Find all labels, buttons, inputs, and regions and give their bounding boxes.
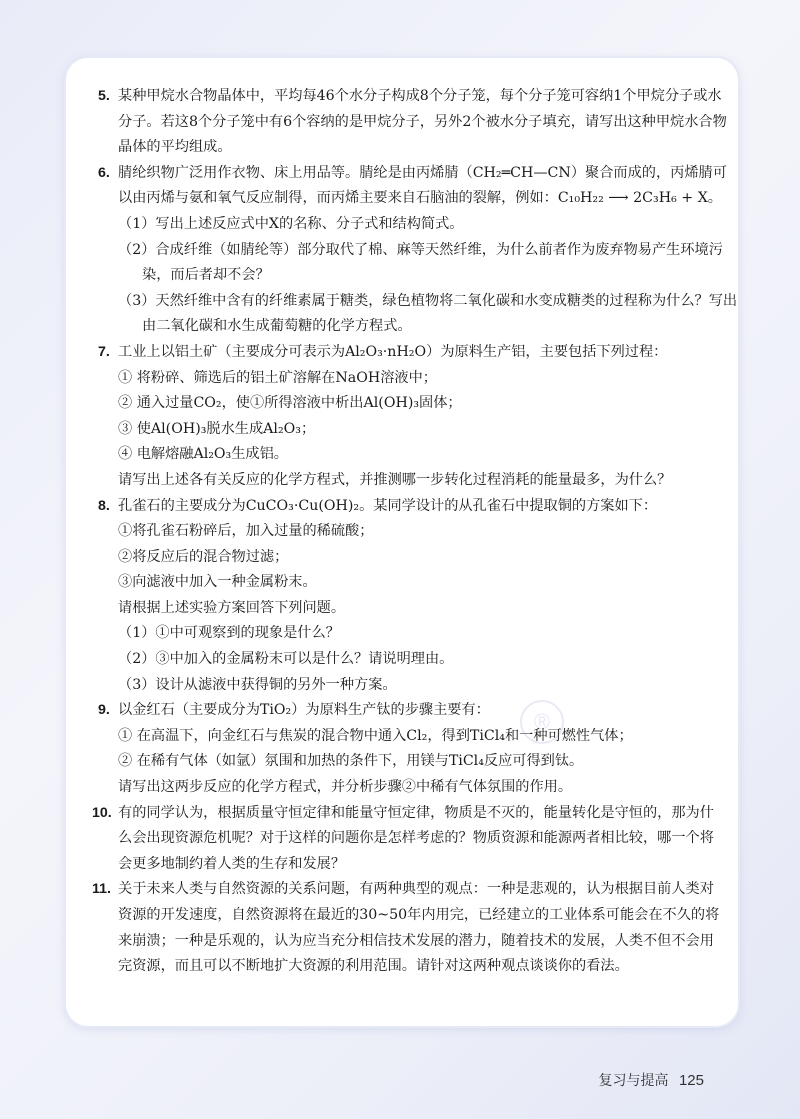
sub-question-continuation: 由二氧化碳和水生成葡萄糖的化学方程式。 [142, 318, 412, 335]
question-text-line: 来崩溃；一种是乐观的，认为应当充分相信技术发展的潜力，随着技术的发展，人类不但不会用 [118, 932, 714, 949]
question-text-line: 以金红石（主要成分为TiO₂）为原料生产钛的步骤主要有： [118, 702, 490, 719]
sub-question: （3）天然纤维中含有的纤维素属于糖类，绿色植物将二氧化碳和水变成糖类的过程称为什么？写出 [118, 292, 738, 309]
question-11 [92, 877, 728, 979]
question-5 [98, 84, 728, 161]
question-text-line: 晶体的平均组成。 [118, 139, 232, 156]
question-step: （2）③中加入的金属粉末可以是什么？请说明理由。 [118, 651, 454, 668]
question-text-line: 完资源，而且可以不断地扩大资源的利用范围。请针对这两种观点谈谈你的看法。 [118, 958, 629, 975]
question-step: ③ 使Al(OH)₃脱水生成Al₂O₃； [118, 420, 316, 437]
question-8 [98, 494, 728, 699]
question-text-line: 资源的开发速度，自然资源将在最近的30~50年内用完，已经建立的工业体系可能会在不久的将 [118, 907, 720, 923]
question-number: 11. [92, 881, 111, 898]
question-step: 请写出上述各有关反应的化学方程式，并推测哪一步转化过程消耗的能量最多，为什么？ [118, 471, 672, 488]
question-10 [92, 801, 728, 878]
question-text-line: 孔雀石的主要成分为CuCO₃·Cu(OH)₂。某同学设计的从孔雀石中提取铜的方案如下： [118, 497, 658, 514]
question-7 [98, 340, 728, 494]
page-footer [599, 1070, 704, 1090]
page-number: 125 [678, 1072, 704, 1089]
question-text-line: 会更多地制约着人类的生存和发展？ [118, 855, 346, 872]
question-number: 10. [92, 804, 112, 821]
question-number: 7. [98, 343, 110, 360]
question-step: ① 在高温下，向金红石与焦炭的混合物中通入Cl₂，得到TiCl₄和一种可燃性气体； [118, 727, 633, 744]
question-step: ① 将粉碎、筛选后的铝土矿溶解在NaOH溶液中； [118, 369, 437, 386]
question-text-line: 分子。若这8个分子笼中有6个容纳的是甲烷分子，另外2个被水分子填充，请写出这种甲烷水合物 [118, 113, 727, 130]
sub-question-continuation: 染，而后者却不会？ [142, 267, 270, 284]
question-text-line: 某种甲烷水合物晶体中，平均每46个水分子构成8个分子笼，每个分子笼可容纳1个甲烷分子或水 [118, 88, 722, 104]
question-step: （1）①中可观察到的现象是什么？ [118, 625, 340, 642]
question-text-line: 以由丙烯与氨和氧气反应制得，而丙烯主要来自石脑油的裂解，例如：C₁₀H₂₂ ⟶ 2C₃H₆ + X。 [118, 190, 722, 207]
question-list [92, 84, 738, 980]
question-step: ④ 电解熔融Al₂O₃生成铝。 [118, 446, 288, 463]
question-step: （3）设计从滤液中获得铜的另外一种方案。 [118, 676, 397, 693]
question-text-line: 么会出现资源危机呢？对于这样的问题你是怎样考虑的？物质资源和能源两者相比较，哪一个将 [118, 830, 714, 847]
question-text-line: 关于未来人类与自然资源的关系问题，有两种典型的观点：一种是悲观的，认为根据目前人类对 [118, 881, 714, 898]
question-text-line: 腈纶织物广泛用作衣物、床上用品等。腈纶是由丙烯腈（CH₂═CH—CN）聚合而成的，丙烯腈可 [118, 164, 727, 181]
question-number: 8. [98, 497, 110, 514]
question-number: 9. [98, 702, 110, 719]
question-step: 请根据上述实验方案回答下列问题。 [118, 599, 346, 616]
question-9 [98, 698, 728, 800]
sub-question: （2）合成纤维（如腈纶等）部分取代了棉、麻等天然纤维，为什么前者作为废弃物易产生环境污 [118, 241, 723, 258]
sub-question: （1）写出上述反应式中X的名称、分子式和结构简式。 [118, 215, 464, 232]
question-text-line: 有的同学认为，根据质量守恒定律和能量守恒定律，物质是不灭的，能量转化是守恒的，那为什 [118, 804, 714, 821]
question-step: 请写出这两步反应的化学方程式，并分析步骤②中稀有气体氛围的作用。 [118, 779, 573, 796]
question-step: ② 通入过量CO₂，使①所得溶液中析出Al(OH)₃固体； [118, 395, 462, 412]
question-step: ①将孔雀石粉碎后，加入过量的稀硫酸； [118, 523, 374, 540]
footer-section-title: 复习与提高 [598, 1073, 669, 1089]
question-6 [98, 161, 738, 340]
question-number: 6. [98, 164, 110, 181]
question-number: 5. [98, 88, 110, 104]
question-step: ②将反应后的混合物过滤； [118, 548, 289, 565]
question-step: ③向滤液中加入一种金属粉末。 [118, 574, 317, 591]
registered-watermark: ® [520, 700, 564, 744]
question-text-line: 工业上以铝土矿（主要成分可表示为Al₂O₃·nH₂O）为原料生产铝，主要包括下列过程： [118, 343, 668, 360]
question-step: ② 在稀有气体（如氩）氛围和加热的条件下，用镁与TiCl₄反应可得到钛。 [118, 753, 584, 770]
